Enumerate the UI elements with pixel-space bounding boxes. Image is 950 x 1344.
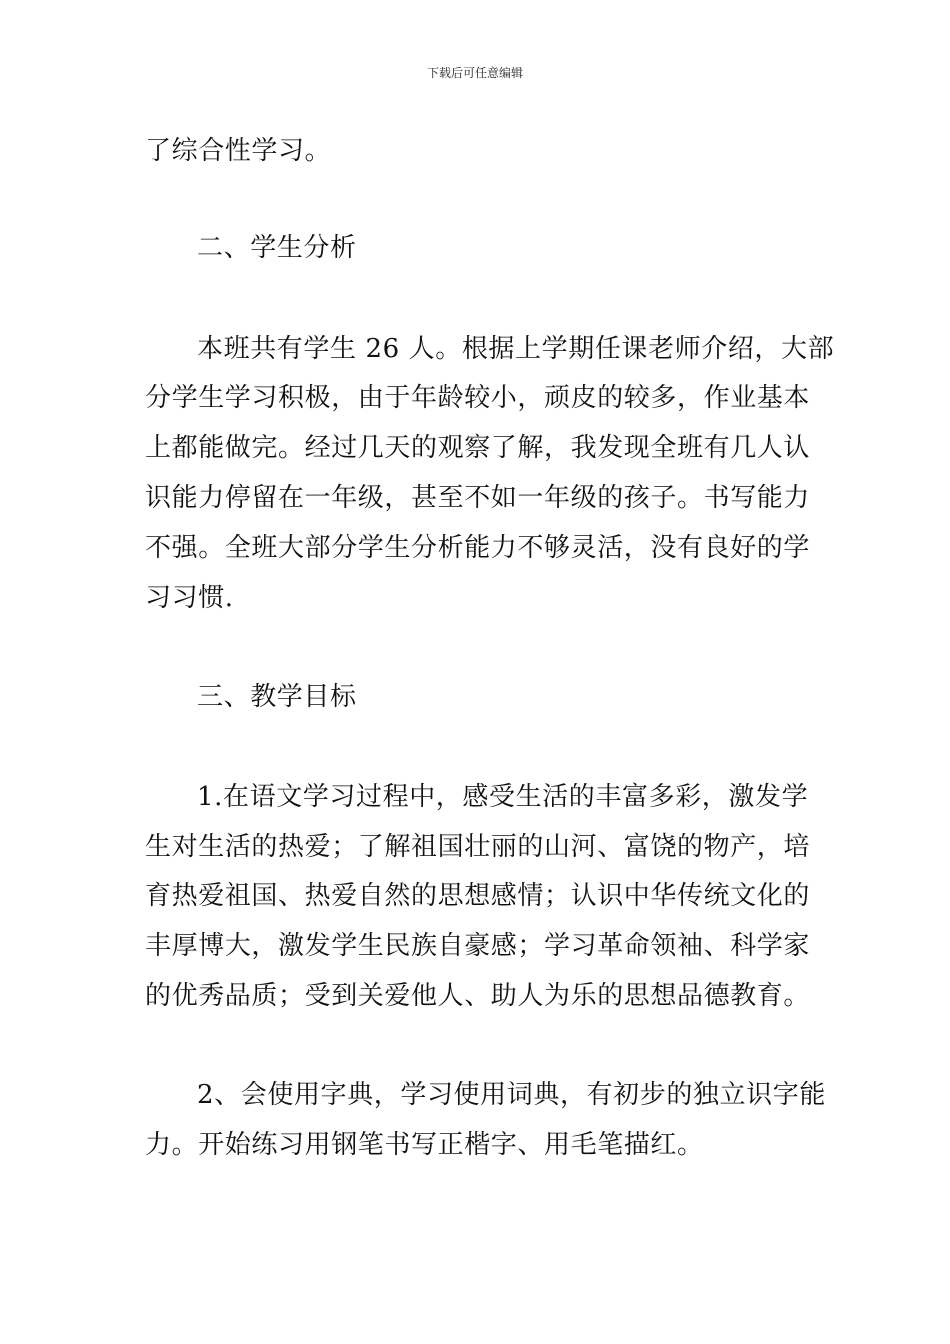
student-analysis-line: 习习惯. xyxy=(145,583,234,613)
goal-one-line: 生对生活的热爱；了解祖国壮丽的山河、富饶的物产，培 xyxy=(145,832,811,862)
student-analysis-line: 本班共有学生 26 人。根据上学期任课老师介绍，大部 xyxy=(197,334,835,364)
goal-two-line: 力。开始练习用钢笔书写正楷字、用毛笔描红。 xyxy=(145,1130,704,1160)
student-analysis-line: 上都能做完。经过几天的观察了解，我发现全班有几人认 xyxy=(145,433,811,463)
section-heading-teaching-goals: 三、教学目标 xyxy=(197,682,357,712)
student-analysis-line: 不强。全班大部分学生分析能力不够灵活，没有良好的学 xyxy=(145,533,811,563)
goal-one-line: 育热爱祖国、热爱自然的思想感情；认识中华传统文化的 xyxy=(145,881,811,911)
section-heading-student-analysis: 二、学生分析 xyxy=(197,233,357,263)
goal-one-line: 1.在语文学习过程中，感受生活的丰富多彩，激发学 xyxy=(197,782,809,812)
student-analysis-line: 分学生学习积极，由于年龄较小，顽皮的较多，作业基本 xyxy=(145,383,811,413)
paragraph-continuation-line: 了综合性学习。 xyxy=(145,136,332,166)
page-header-note: 下载后可任意编辑 xyxy=(426,66,523,80)
goal-one-line: 的优秀品质；受到关爱他人、助人为乐的思想品德教育。 xyxy=(145,981,811,1011)
student-analysis-line: 识能力停留在一年级，甚至不如一年级的孩子。书写能力 xyxy=(145,483,811,513)
goal-one-line: 丰厚博大，激发学生民族自豪感；学习革命领袖、科学家 xyxy=(145,931,811,961)
goal-two-line: 2、会使用字典，学习使用词典，有初步的独立识字能 xyxy=(197,1080,826,1110)
